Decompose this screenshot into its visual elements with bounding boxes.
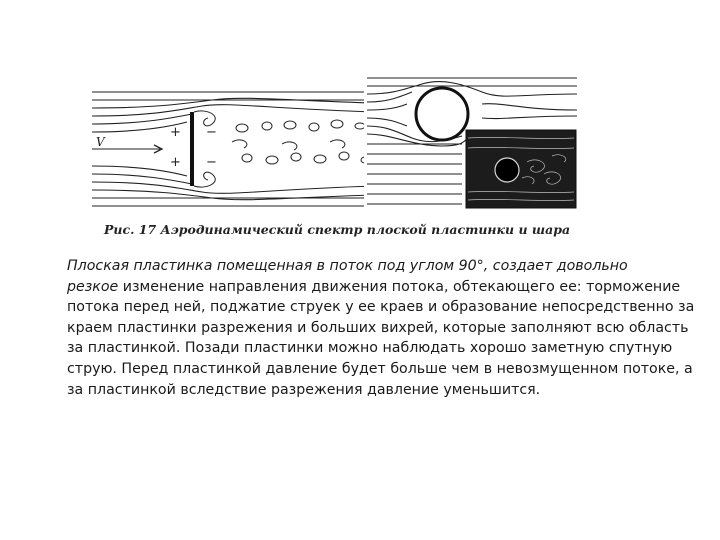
sphere-diagram [364,72,577,208]
plus-sign-top: + [170,125,181,140]
wake-vortices [194,111,369,187]
paragraph-line-1: Плоская пластинка помещенная в поток под углом 90°, создает довольно [67,258,628,274]
paragraph-line-5: за пластинкой. Позади пластинки можно наблюдать хорошо заметную спутную [67,340,673,357]
smoke-photo [466,130,576,208]
paragraph-line-6: струю. Перед пластинкой давление будет больше чем в невозмущенном потоке, а [67,360,693,377]
paragraph-line-3: потока перед ней, поджатие струек у ее краев и образование непосредственно за [67,299,695,316]
paragraph-line-4: краем пластинки разрежения и больших вихрей, которые заполняют всю область [67,319,689,336]
velocity-label: V [96,135,105,149]
minus-sign-top: − [206,125,217,140]
paragraph-line-7: за пластинкой вследствие разрежения давление уменьшится. [67,381,541,398]
aerodynamic-spectrum-figure [82,70,587,212]
emphasis-word: резкое [67,278,119,295]
plus-sign-bottom: + [170,155,181,170]
description-paragraph [67,256,699,400]
sphere [416,88,468,140]
paragraph-line-2-rest: изменение направления движения потока, обтекающего ее: торможение [118,278,681,295]
minus-sign-bottom: − [206,155,217,170]
paragraph-line-2 [67,277,699,298]
figure-caption: Рис. 17 Аэродинамический спектр плоской пластинки и шара [104,222,571,237]
flat-plate-diagram [92,92,372,206]
